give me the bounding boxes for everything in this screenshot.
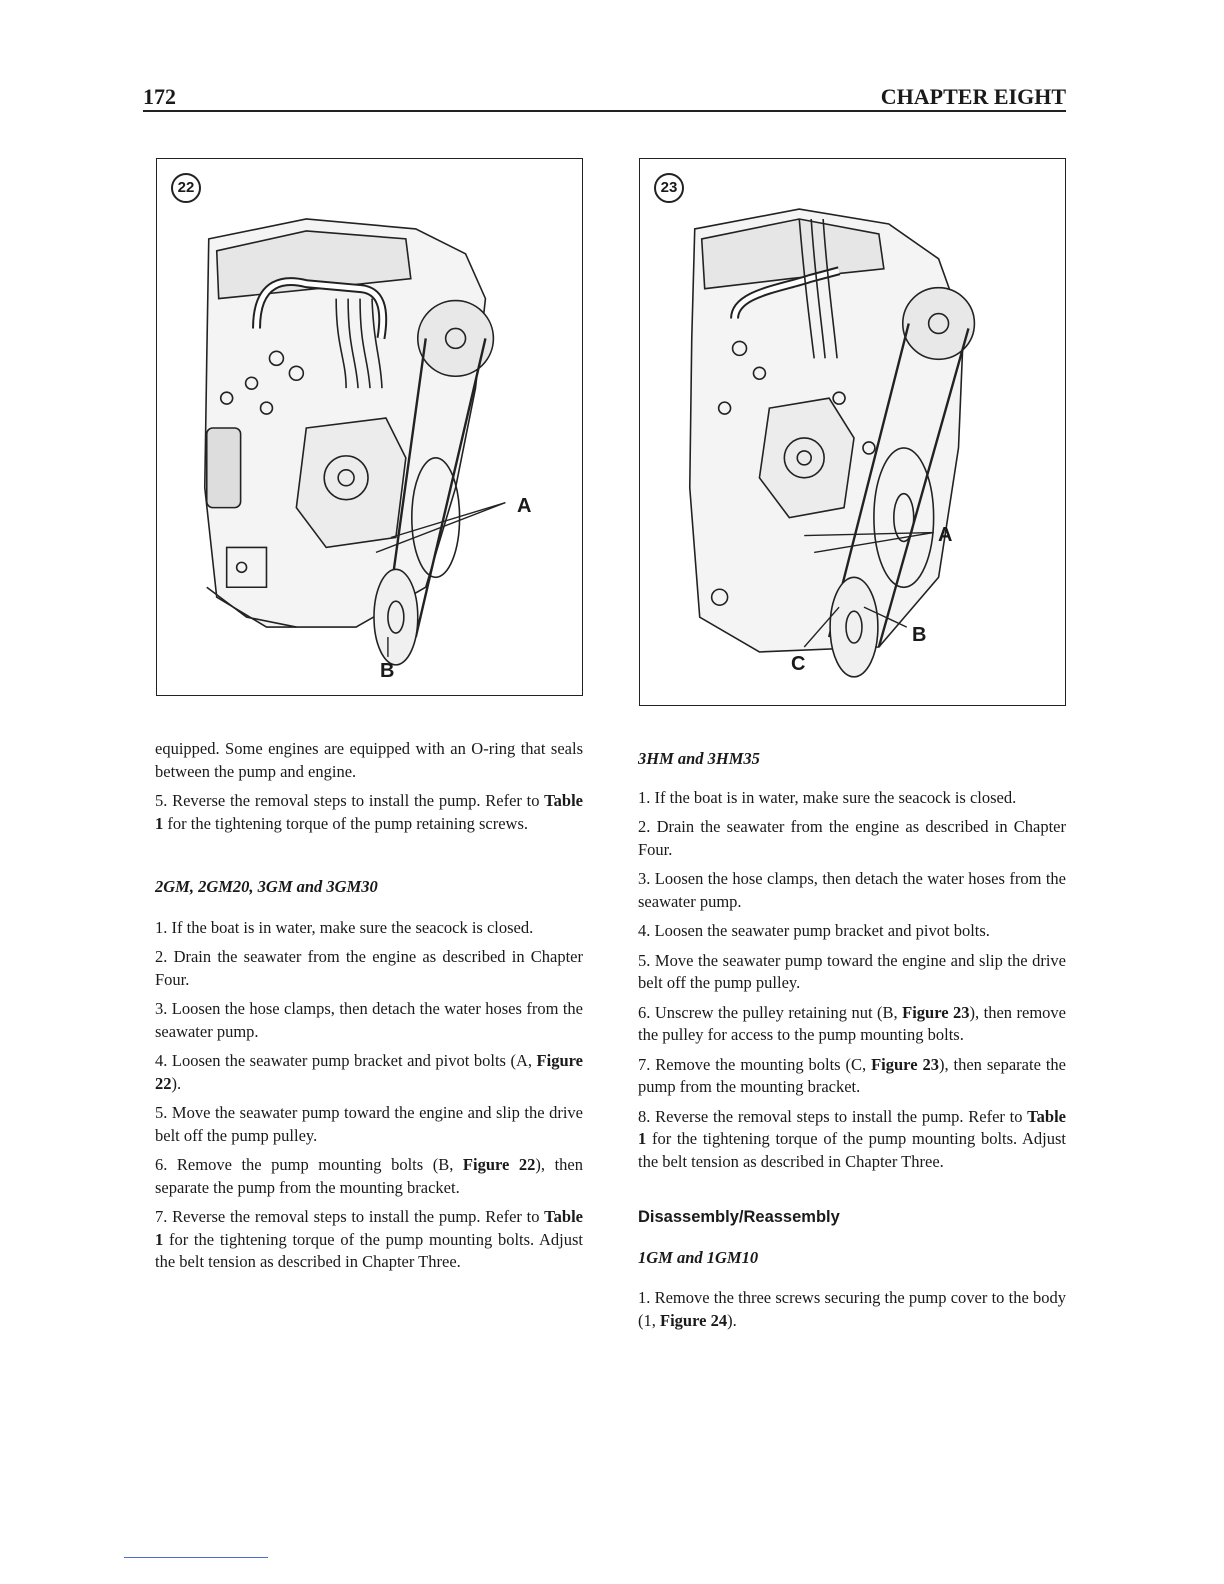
step: 1. If the boat is in water, make sure the seacock is closed. — [638, 787, 1017, 807]
engine-illustration-23 — [640, 159, 1065, 705]
step: 6. Remove the pump mounting bolts (B, Figure 22), then separate the pump from the mounting bracket. — [155, 1155, 583, 1197]
step: 7. Remove the mounting bolts (C, Figure 23), then separate the pump from the mounting bracket. — [638, 1054, 1066, 1096]
subsection-heading: 1GM and 1GM10 — [638, 1247, 759, 1267]
figure-number-23: 23 — [654, 173, 684, 203]
figure-ref: Figure 24 — [660, 1310, 728, 1330]
footer-rule — [124, 1557, 268, 1558]
figure-number-22: 22 — [171, 173, 201, 203]
figure-ref: Figure 23 — [871, 1054, 939, 1074]
header-rule — [143, 110, 1066, 112]
step: 2. Drain the seawater from the engine as described in Chapter Four. — [155, 947, 583, 989]
section-heading: 3HM and 3HM35 — [638, 749, 760, 768]
figure-ref: Figure 22 — [155, 1051, 583, 1093]
step: 8. Reverse the removal steps to install the pump. Refer to Table 1 for the tightening torque of the pump mounting bolts. Adjust the belt tension as described in Chapter Three. — [638, 1106, 1066, 1171]
step: 5. Move the seawater pump toward the engine and slip the drive belt off the pump pulley. — [638, 950, 1066, 992]
step: 1. If the boat is in water, make sure the seacock is closed. — [155, 917, 534, 937]
paragraph: equipped. Some engines are equipped with an O-ring that seals between the pump and engine. — [155, 739, 583, 781]
step: 3. Loosen the hose clamps, then detach the water hoses from the seawater pump. — [638, 869, 1066, 911]
step: 2. Drain the seawater from the engine as described in Chapter Four. — [638, 817, 1066, 859]
step: 5. Move the seawater pump toward the engine and slip the drive belt off the pump pulley. — [155, 1103, 583, 1145]
step: 3. Loosen the hose clamps, then detach the water hoses from the seawater pump. — [155, 999, 583, 1041]
callout-b: B — [380, 660, 395, 682]
figure-ref: Figure 22 — [462, 1155, 536, 1174]
section-heading: 2GM, 2GM20, 3GM and 3GM30 — [155, 877, 378, 896]
step: 7. Reverse the removal steps to install the pump. Refer to Table 1 for the tightening torque of the pump mounting bolts. Adjust the belt tension as described in Chapter Three. — [155, 1207, 583, 1271]
section-heading: Disassembly/Reassembly — [638, 1208, 840, 1226]
step: 4. Loosen the seawater pump bracket and pivot bolts. — [638, 921, 990, 940]
left-column — [155, 738, 583, 1281]
page-header — [143, 84, 1066, 114]
paragraph: 5. Reverse the removal steps to install the pump. Refer to Table 1 for the tightening torque of the pump retaining screws. — [155, 791, 583, 833]
callout-a: A — [517, 495, 532, 517]
step: 6. Unscrew the pulley retaining nut (B, Figure 23), then remove the pulley for access to the pump mounting bolts. — [638, 1002, 1066, 1044]
chapter-title: CHAPTER EIGHT — [880, 84, 1066, 109]
figure-22 — [156, 158, 583, 696]
table-ref: Table 1 — [155, 791, 583, 833]
figure-23 — [639, 158, 1066, 706]
engine-illustration-22 — [157, 159, 582, 695]
table-ref: Table 1 — [155, 1207, 583, 1249]
step: 4. Loosen the seawater pump bracket and pivot bolts (A, Figure 22). — [155, 1051, 583, 1093]
figure-ref: Figure 23 — [902, 1002, 970, 1022]
callout-a: A — [938, 524, 953, 546]
callout-b: B — [912, 624, 927, 646]
table-ref: Table 1 — [638, 1106, 1066, 1148]
right-column — [638, 748, 1066, 1339]
step: 1. Remove the three screws securing the pump cover to the body (1, Figure 24). — [638, 1288, 1066, 1330]
page-number: 172 — [143, 84, 176, 109]
callout-c: C — [791, 653, 806, 675]
